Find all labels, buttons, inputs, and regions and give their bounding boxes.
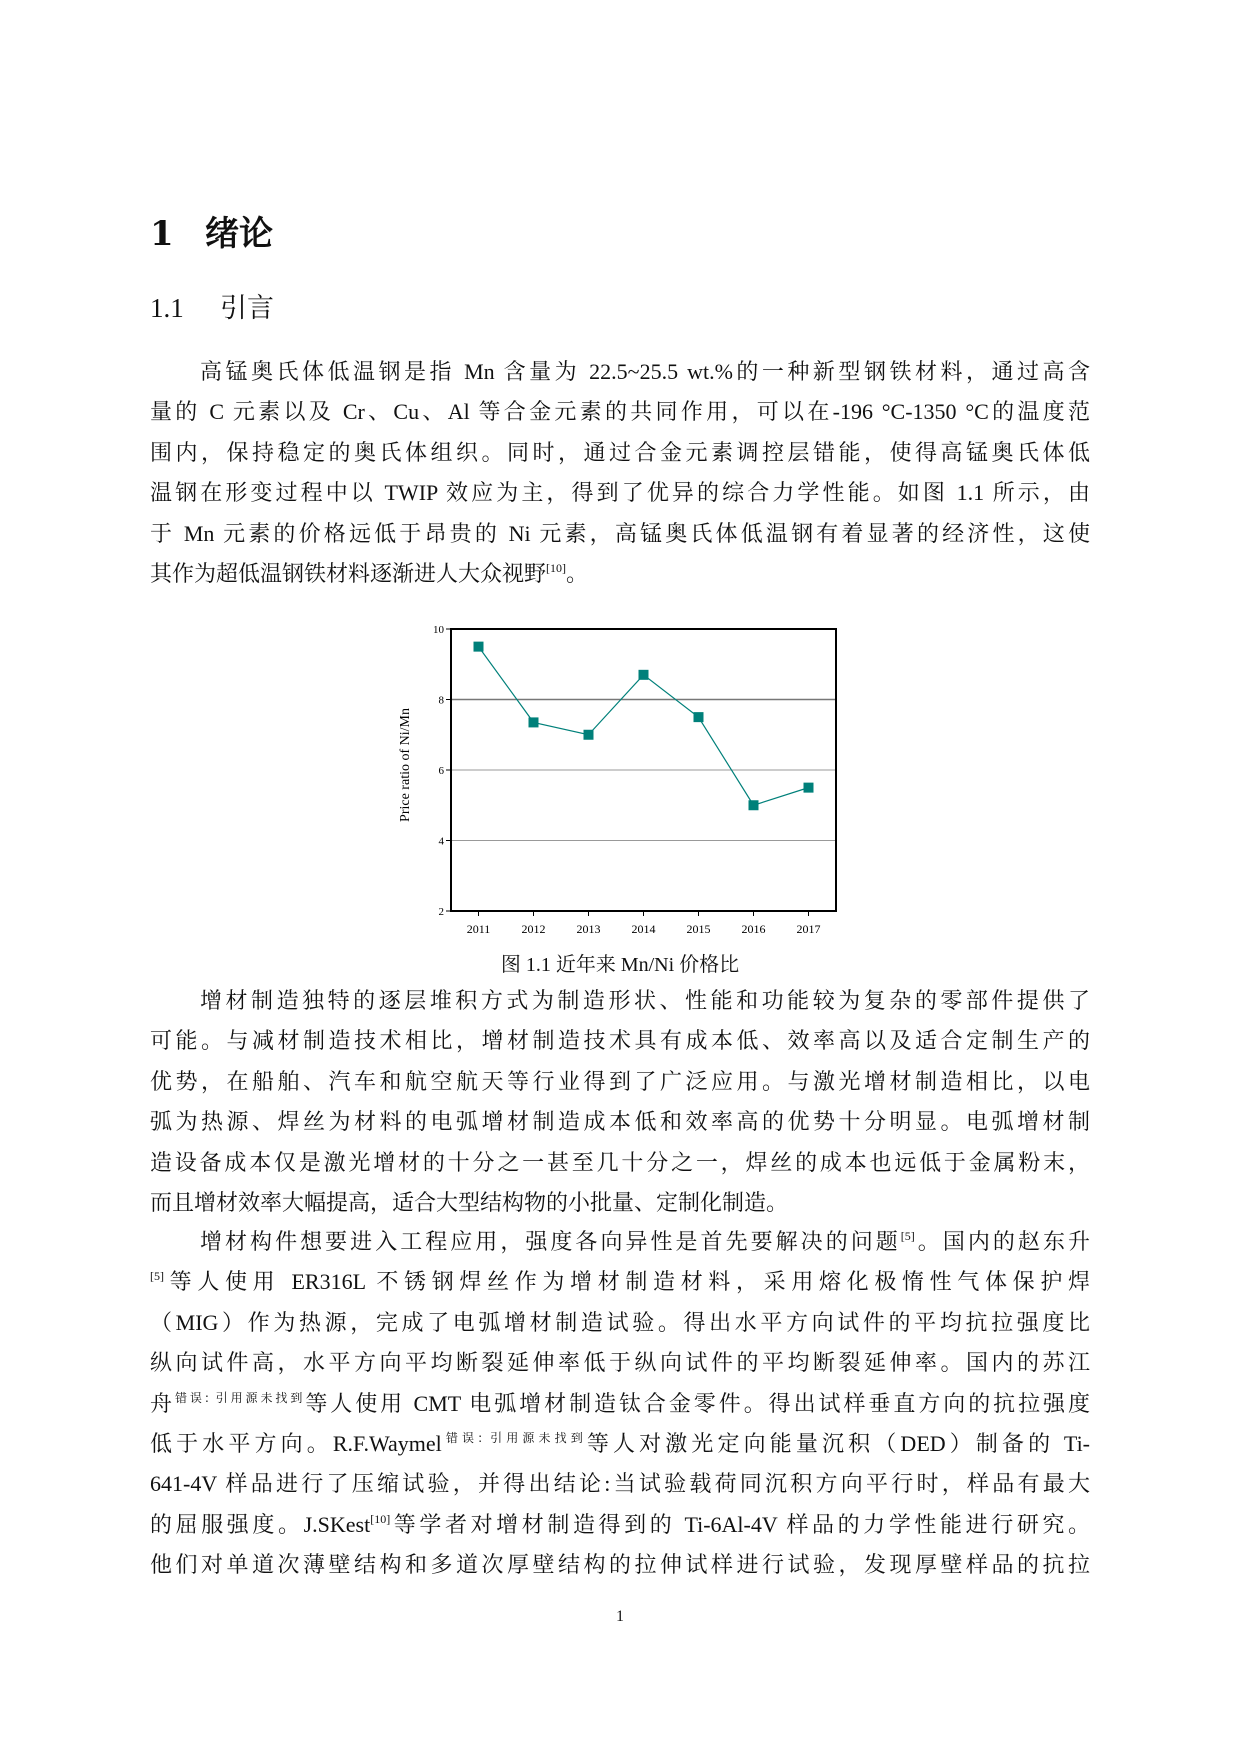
text-run: 而且增材效率大幅提高，适合大型结构物的小批量、定制化制造。: [150, 1189, 789, 1215]
text-run: 其作为超低温钢铁材料逐渐进人大众视野: [150, 560, 547, 586]
text-line: [150, 1424, 1090, 1464]
x-tick-label: 2014: [631, 922, 656, 936]
citation-error: 错误: 引用源未找到: [174, 1390, 306, 1405]
citation: [10]: [370, 1511, 391, 1526]
x-tick-label: 2016: [741, 922, 766, 936]
x-tick-label: 2011: [466, 922, 491, 936]
citation: [5]: [150, 1269, 164, 1284]
text-line: [150, 1384, 1090, 1424]
text-line: [150, 1505, 1090, 1545]
paragraph-2: [150, 981, 1090, 1223]
text-run: 围内，保持稳定的奥氏体组织。同时，通过合金元素调控层错能，使得高锰奥氏体低: [150, 439, 1090, 465]
text-run: 高锰奥氏体低温钢是指 Mn 含量为 22.5~25.5 wt.%的一种新型钢铁材料，通过高含: [200, 359, 1090, 384]
page-number: 1: [616, 1608, 624, 1625]
section-number: 1.1: [150, 293, 184, 323]
text-line: [150, 1102, 1090, 1142]
data-point: [474, 642, 484, 652]
chapter-number: 1: [150, 214, 174, 254]
text-line: [150, 1464, 1090, 1504]
figure-caption: 图 1.1 近年来 Mn/Ni 价格比: [500, 954, 740, 976]
text-run: 量的 C 元素以及 Cr、Cu、Al 等合金元素的共同作用，可以在-196 °C-1350 °C的温度范: [150, 399, 1090, 425]
citation: [10]: [546, 560, 567, 575]
citation: [5]: [900, 1229, 915, 1243]
text-line: [150, 1143, 1090, 1183]
text-line: [150, 1222, 1090, 1262]
text-run: 优势，在船舶、汽车和航空航天等行业得到了广泛应用。与激光增材制造相比，以电: [150, 1068, 1090, 1094]
x-tick-label: 2015: [686, 922, 711, 936]
text-line: [150, 1021, 1090, 1061]
text-run: 纵向试件高，水平方向平均断裂延伸率低于纵向试件的平均断裂延伸率。国内的苏江: [150, 1350, 1090, 1376]
y-tick-label: 10: [433, 624, 444, 636]
text-run: 增材构件想要进入工程应用，强度各向异性是首先要解决的问题: [200, 1229, 901, 1254]
text-run: 造设备成本仅是激光增材的十分之一甚至几十分之一，焊丝的成本也远低于金属粉末，: [150, 1149, 1090, 1175]
data-point: [694, 712, 704, 722]
text-line: [150, 1545, 1090, 1585]
data-point: [639, 670, 649, 680]
section-title: 引言: [220, 293, 274, 324]
y-tick-label: 6: [438, 765, 444, 777]
x-tick-label: 2012: [521, 922, 546, 936]
y-tick-label: 8: [438, 694, 444, 707]
text-run: 等人对激光定向能量沉积（DED）制备的 Ti-: [586, 1430, 1091, 1456]
chapter-heading: [150, 206, 273, 255]
text-run: 增材制造独特的逐层堆积方式为制造形状、性能和功能较为复杂的零部件提供了: [200, 988, 1090, 1013]
citation-error: 错误: 引用源未找到: [441, 1430, 587, 1445]
text-run: 舟: [150, 1390, 175, 1416]
x-tick-label: 2017: [796, 922, 821, 936]
text-line: [150, 1062, 1090, 1102]
paragraph-1: [150, 352, 1090, 594]
text-run: 低于水平方向。R.F.Waymel: [150, 1430, 442, 1456]
y-tick-label: 2: [438, 906, 444, 918]
text-run: 弧为热源、焊丝为材料的电弧增材制造成本低和效率高的优势十分明显。电弧增材制: [150, 1109, 1090, 1135]
section-heading: [150, 286, 274, 325]
data-point: [529, 717, 539, 727]
text-run: 641-4V 样品进行了压缩试验，并得出结论:当试验载荷同沉积方向平行时，样品有最大: [150, 1471, 1090, 1497]
text-run: （MIG）作为热源，完成了电弧增材制造试验。得出水平方向试件的平均抗拉强度比: [150, 1309, 1090, 1335]
text-line: [150, 473, 1090, 513]
text-run: 的屈服强度。J.SKest: [150, 1511, 371, 1537]
text-run: 等人使用 CMT 电弧增材制造钛合金零件。得出试样垂直方向的抗拉强度: [305, 1390, 1090, 1416]
text-line: [150, 1343, 1090, 1383]
text-run: 等学者对增材制造得到的 Ti-6Al-4V 样品的力学性能进行研究。: [390, 1511, 1091, 1537]
text-line: [150, 981, 1090, 1021]
text-line: [150, 433, 1090, 473]
chapter-title: 绪论: [205, 214, 273, 254]
text-run: 他们对单道次薄壁结构和多道次厚壁结构的拉伸试样进行试验，发现厚壁样品的抗拉: [150, 1552, 1090, 1578]
data-point: [804, 783, 814, 793]
text-run: 温钢在形变过程中以 TWIP 效应为主，得到了优异的综合力学性能。如图 1.1 所示，由: [150, 480, 1090, 506]
text-run: 。: [566, 560, 589, 586]
text-line: [150, 392, 1090, 432]
data-point: [749, 800, 759, 810]
text-run: 可能。与减材制造技术相比，增材制造技术具有成本低、效率高以及适合定制生产的: [150, 1028, 1090, 1054]
y-axis-label: Price ratio of Ni/Mn: [398, 708, 413, 822]
y-tick-label: 4: [438, 835, 444, 848]
text-line: [150, 554, 1090, 594]
text-line: [150, 1262, 1090, 1302]
price-ratio-chart: [380, 610, 860, 940]
x-tick-label: 2013: [576, 922, 601, 936]
text-run: 。国内的赵东升: [914, 1229, 1090, 1254]
text-line: [150, 352, 1090, 392]
text-run: 等人使用 ER316L 不锈钢焊丝作为增材制造材料，采用熔化极惰性气体保护焊: [164, 1269, 1090, 1295]
text-run: 于 Mn 元素的价格远低于昂贵的 Ni 元素，高锰奥氏体低温钢有着显著的经济性，这使: [150, 520, 1090, 546]
paragraph-3: [150, 1222, 1090, 1586]
text-line: [150, 1303, 1090, 1343]
data-point: [584, 730, 594, 740]
text-line: [150, 1183, 1090, 1223]
text-line: [150, 514, 1090, 554]
